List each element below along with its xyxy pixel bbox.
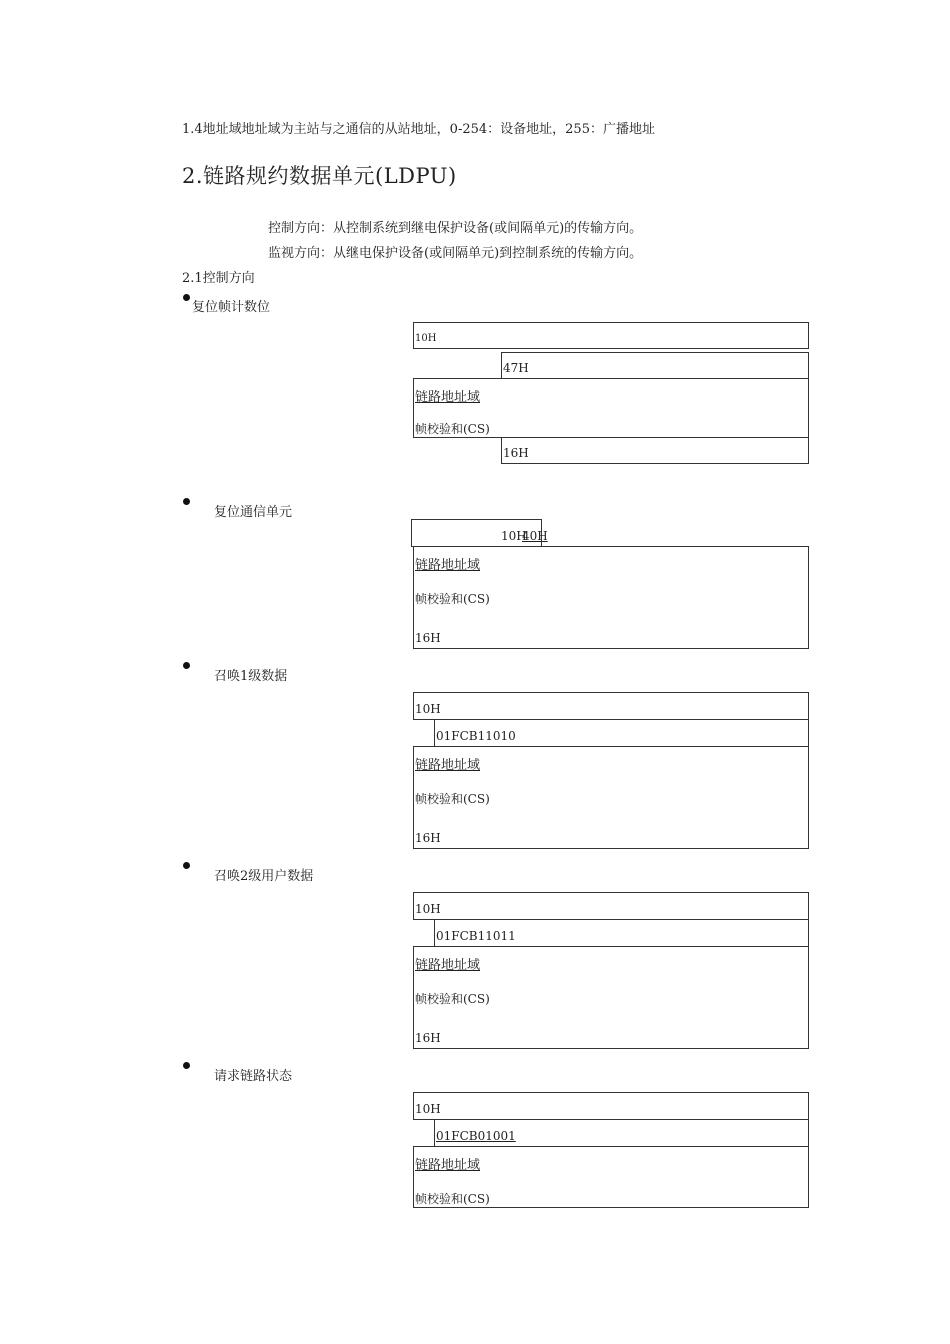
frame-start-value: 10H (415, 902, 441, 916)
direction-control-text: 控制方向：从控制系统到继电保护设备(或间隔单元)的传输方向。 (268, 221, 643, 236)
frame-title: 请求链路状态 (214, 1069, 293, 1084)
frame-body-cell (413, 746, 809, 849)
frame-start-value: 10H (415, 702, 441, 716)
bullet-icon (183, 498, 190, 505)
frame-control-cell (501, 352, 809, 379)
frame-body-cell (413, 946, 809, 1049)
frame-title: 复位通信单元 (214, 505, 293, 520)
frame-end-value: 16H (415, 1031, 441, 1045)
frame-end-value: 16H (415, 831, 441, 845)
frame-end-value: 16H (415, 631, 441, 645)
frame-end-value: 16H (503, 446, 529, 460)
frame-body-cell (413, 1146, 809, 1208)
frame-control-value: 01FCB11011 (436, 929, 516, 943)
intro-line: 1.4地址域地址域为主站与之通信的从站地址，0-254：设备地址，255：广播地址 (182, 122, 655, 137)
frame-checksum-field: 帧校验和(CS) (415, 422, 490, 436)
frame-end-cell (501, 437, 809, 464)
frame-title: 召唤1级数据 (214, 669, 288, 684)
frame-control-value: 01FCB01001 (436, 1129, 516, 1143)
frame-start-cell (413, 1092, 809, 1120)
subsection-title: 2.1控制方向 (182, 271, 255, 286)
bullet-icon (183, 294, 190, 301)
frame-checksum-field: 帧校验和(CS) (415, 1192, 490, 1206)
frame-control-cell (434, 1119, 809, 1147)
frame-checksum-field: 帧校验和(CS) (415, 992, 490, 1006)
frame-start-value: 10H (415, 1102, 441, 1116)
frame-control-value: 47H (503, 361, 529, 375)
bullet-icon (183, 862, 190, 869)
frame-control-value: 40H (522, 529, 548, 543)
direction-monitor-text: 监视方向：从继电保护设备(或间隔单元)到控制系统的传输方向。 (268, 246, 643, 261)
frame-start-cell (413, 692, 809, 720)
frame-body-cell (413, 378, 809, 438)
frame-address-field: 链路地址域 (415, 958, 481, 973)
frame-control-value: 01FCB11010 (436, 729, 516, 743)
frame-checksum-field: 帧校验和(CS) (415, 592, 490, 606)
frame-address-field: 链路地址域 (415, 758, 481, 773)
frame-control-cell (434, 919, 809, 947)
section-title: 2.链路规约数据单元(LDPU) (182, 164, 457, 188)
frame-body-cell (413, 546, 809, 649)
frame-title: 召唤2级用户数据 (214, 869, 314, 884)
frame-title: 复位帧计数位 (192, 300, 271, 315)
frame-start-value: 10H (415, 333, 437, 344)
frame-address-field: 链路地址域 (415, 1158, 481, 1173)
frame-start-cell (413, 892, 809, 920)
frame-checksum-field: 帧校验和(CS) (415, 792, 490, 806)
bullet-icon (183, 1062, 190, 1069)
frame-address-field: 链路地址域 (415, 390, 481, 405)
frame-address-field: 链路地址域 (415, 558, 481, 573)
frame-control-cell (434, 719, 809, 747)
frame-start-control-cell (411, 519, 548, 547)
bullet-icon (183, 662, 190, 669)
frame-start-cell (413, 322, 809, 349)
frame-start-value: 10H (501, 529, 527, 543)
